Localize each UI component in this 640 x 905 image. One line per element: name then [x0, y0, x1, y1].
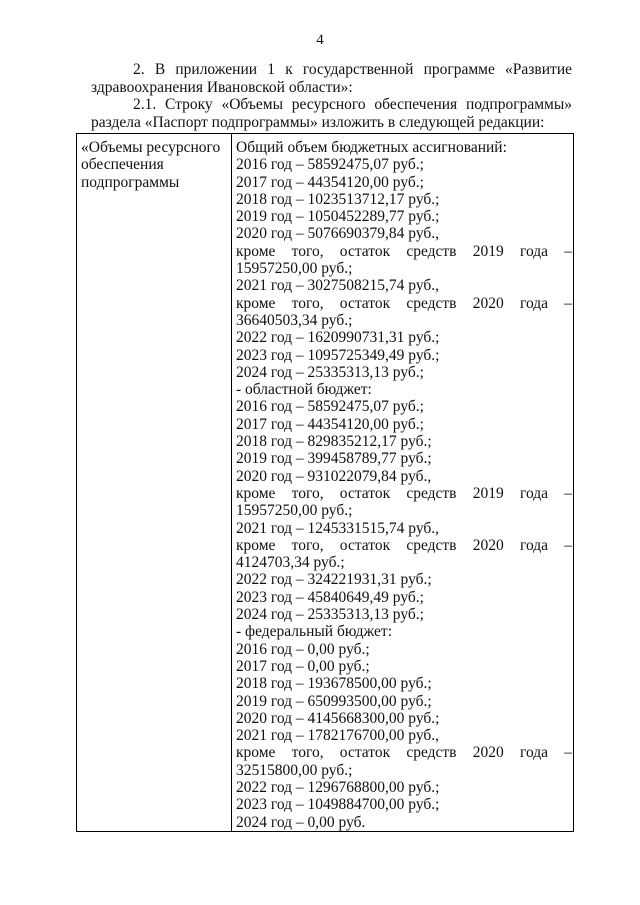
right-cell-line: 2016 год – 0,00 руб.; — [236, 640, 370, 658]
right-cell-line: 2020 год – 4145668300,00 руб.; — [236, 709, 440, 727]
right-cell-line: 2022 год – 324221931,31 руб.; — [236, 571, 432, 589]
right-cell-line: 2020 год – 931022079,84 руб., — [236, 467, 432, 485]
right-cell-line: 15957250,00 руб.; — [236, 502, 353, 520]
right-cell-line: 2024 год – 0,00 руб. — [236, 813, 366, 831]
right-cell-line: 2021 год – 3027508215,74 руб., — [236, 277, 440, 295]
table-left-cell — [81, 139, 226, 191]
right-cell-line: 4124703,34 руб.; — [236, 554, 345, 572]
right-cell-line: - федеральный бюджет: — [236, 623, 392, 641]
right-cell-line: 2024 год – 25335313,13 руб.; — [236, 363, 424, 381]
right-cell-line: 15957250,00 руб.; — [236, 260, 353, 278]
right-cell-line: 2020 год – 5076690379,84 руб., — [236, 225, 440, 243]
right-cell-line: 2019 год – 650993500,00 руб.; — [236, 692, 432, 710]
right-cell-line: 36640503,34 руб.; — [236, 311, 353, 329]
right-cell-line: 2019 год – 399458789,77 руб.; — [236, 450, 432, 468]
left-cell-line: «Объемы ресурсного — [81, 139, 221, 156]
right-cell-line: 2016 год – 58592475,07 руб.; — [236, 398, 424, 416]
left-cell-line: подпрограммы — [81, 173, 180, 191]
page-number: 4 — [316, 32, 324, 48]
right-cell-line: 2023 год – 45840649,49 руб.; — [236, 588, 424, 606]
paragraph-amendment: 2.1. Строку «Объемы ресурсного обеспечения подпрограммы» раздела «Паспорт подпрограммы» изложить в следующей редакции: — [91, 96, 572, 131]
right-cell-line: 2022 год – 1620990731,31 руб.; — [236, 329, 440, 347]
right-cell-line: 2021 год – 1245331515,74 руб., — [236, 519, 440, 537]
right-cell-line: - областной бюджет: — [236, 381, 372, 399]
right-cell-line: 2023 год – 1049884700,00 руб.; — [236, 796, 440, 814]
right-cell-line: кроме того, остаток средств 2019 года – — [236, 242, 572, 260]
right-cell-line: 2017 год – 44354120,00 руб.; — [236, 415, 424, 433]
right-cell-line: кроме того, остаток средств 2019 года – — [236, 484, 572, 502]
right-cell-line: 32515800,00 руб.; — [236, 761, 353, 779]
left-cell-line: обеспечения — [81, 156, 164, 174]
right-cell-line: 2018 год – 193678500,00 руб.; — [236, 675, 432, 693]
right-cell-line: Общий объем бюджетных ассигнований: — [236, 139, 507, 156]
right-cell-line: кроме того, остаток средств 2020 года – — [236, 744, 572, 762]
right-cell-line: 2016 год – 58592475,07 руб.; — [236, 156, 424, 174]
right-cell-line: 2018 год – 1023513712,17 руб.; — [236, 190, 440, 208]
right-cell-line: кроме того, остаток средств 2020 года – — [236, 536, 572, 554]
right-cell-line: кроме того, остаток средств 2020 года – — [236, 294, 572, 312]
right-cell-line: 2024 год – 25335313,13 руб.; — [236, 606, 424, 624]
right-cell-line: 2019 год – 1050452289,77 руб.; — [236, 208, 440, 226]
right-cell-line: 2017 год – 0,00 руб.; — [236, 657, 370, 675]
paragraph-appendix-intro: 2. В приложении 1 к государственной программе «Развитие здравоохранения Ивановской области»: — [91, 61, 572, 96]
right-cell-line: 2021 год – 1782176700,00 руб., — [236, 727, 440, 745]
column-divider — [231, 134, 232, 831]
right-cell-line: 2017 год – 44354120,00 руб.; — [236, 173, 424, 191]
right-cell-line: 2018 год – 829835212,17 руб.; — [236, 433, 432, 451]
passport-table — [76, 133, 574, 832]
right-cell-line: 2022 год – 1296768800,00 руб.; — [236, 778, 440, 796]
table-right-cell — [236, 139, 572, 831]
right-cell-line: 2023 год – 1095725349,49 руб.; — [236, 346, 440, 364]
